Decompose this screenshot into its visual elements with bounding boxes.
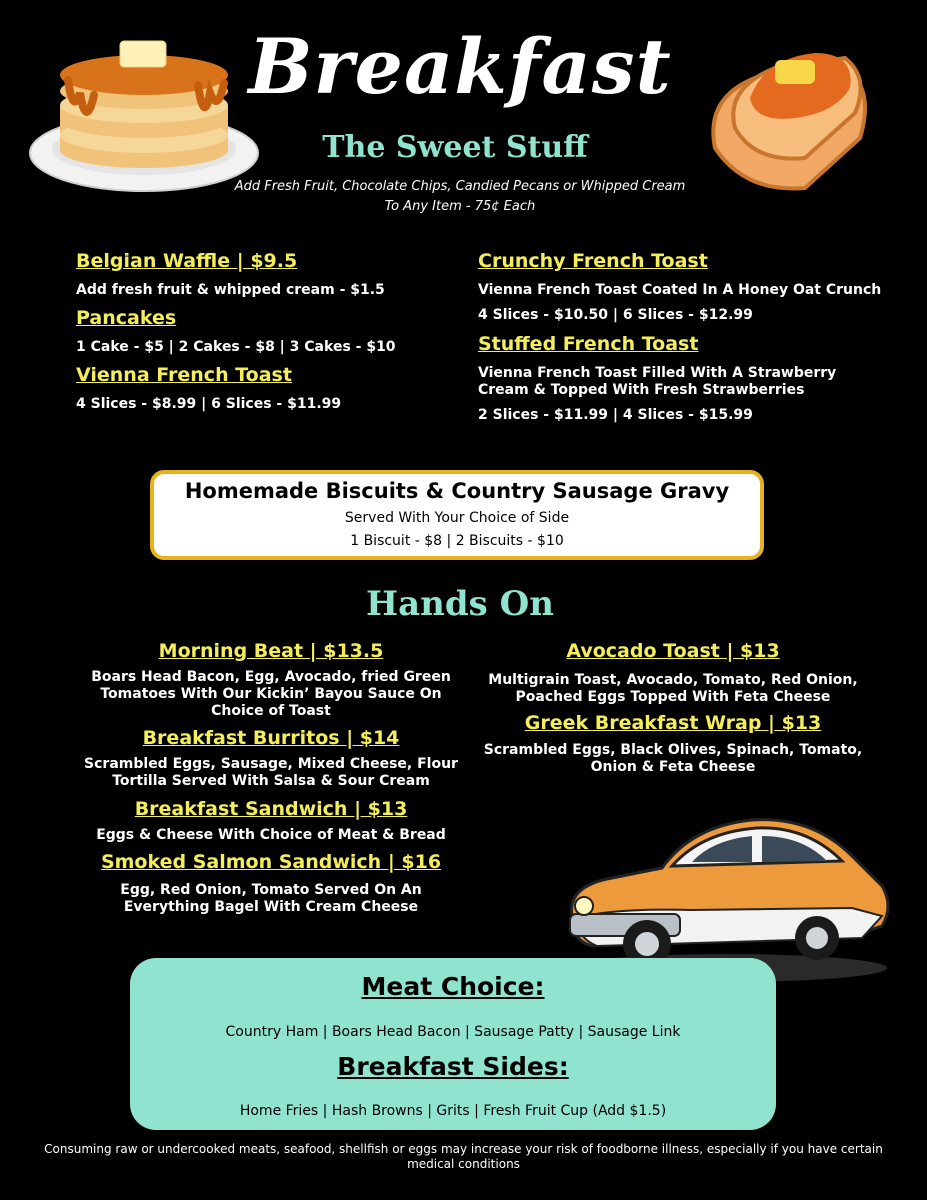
item-title-smoked-salmon-sandwich: Smoked Salmon Sandwich | $16	[100, 851, 442, 873]
item-price-stuffed-french-toast: 2 Slices - $11.99 | 4 Slices - $15.99	[478, 407, 753, 423]
breakfast-sides-options: Home Fries | Hash Browns | Grits | Fresh Fruit Cup (Add $1.5)	[239, 1103, 667, 1119]
item-desc-stuffed-french-toast: Vienna French Toast Filled With A Strawberry Cream & Topped With Fresh Strawberries	[478, 365, 837, 398]
item-title-belgian-waffle: Belgian Waffle | $9.5	[76, 250, 298, 272]
addon-note: Add Fresh Fruit, Chocolate Chips, Candied Pecans or Whipped Cream To Any Item - 75¢ Each	[234, 179, 686, 214]
item-desc-greek-breakfast-wrap: Scrambled Eggs, Black Olives, Spinach, Tomato, Onion & Feta Cheese	[483, 742, 863, 775]
item-title-breakfast-sandwich: Breakfast Sandwich | $13	[134, 798, 408, 820]
food-safety-disclaimer: Consuming raw or undercooked meats, seafood, shellfish or eggs may increase your risk of foodborne illness, especially if you have certain medical conditions	[44, 1142, 883, 1171]
biscuits-price: 1 Biscuit - $8 | 2 Biscuits - $10	[350, 533, 564, 549]
meat-and-sides-box	[130, 958, 776, 1130]
biscuits-subtitle: Served With Your Choice of Side	[344, 510, 570, 526]
item-title-stuffed-french-toast: Stuffed French Toast	[478, 333, 699, 355]
pancake-stack-illustration	[28, 35, 260, 193]
section-title-hands-on: Hands On	[366, 584, 554, 624]
breakfast-sides-title: Breakfast Sides:	[337, 1052, 569, 1081]
french-toast-illustration	[695, 28, 875, 196]
item-desc-belgian-waffle: Add fresh fruit & whipped cream - $1.5	[76, 282, 385, 298]
item-title-greek-breakfast-wrap: Greek Breakfast Wrap | $13	[524, 712, 822, 734]
menu-title: Breakfast	[248, 22, 672, 111]
item-desc-breakfast-sandwich: Eggs & Cheese With Choice of Meat & Bread	[96, 827, 446, 843]
biscuits-box	[150, 470, 764, 560]
item-desc-pancakes: 1 Cake - $5 | 2 Cakes - $8 | 3 Cakes - $10	[76, 339, 396, 355]
item-desc-crunchy-french-toast: Vienna French Toast Coated In A Honey Oat Crunch	[478, 282, 882, 298]
meat-choice-title: Meat Choice:	[361, 972, 545, 1001]
item-title-vienna-french-toast: Vienna French Toast	[76, 364, 292, 386]
item-desc-avocado-toast: Multigrain Toast, Avocado, Tomato, Red Onion, Poached Eggs Topped With Feta Cheese	[488, 672, 858, 705]
item-title-crunchy-french-toast: Crunchy French Toast	[478, 250, 708, 272]
item-desc-morning-beat: Boars Head Bacon, Egg, Avocado, fried Green Tomatoes With Our Kickin’ Bayou Sauce On Choice of Toast	[91, 669, 451, 719]
item-desc-vienna-french-toast: 4 Slices - $8.99 | 6 Slices - $11.99	[76, 396, 342, 412]
section-title-sweet-stuff: The Sweet Stuff	[322, 130, 588, 165]
item-desc-breakfast-burritos: Scrambled Eggs, Sausage, Mixed Cheese, Flour Tortilla Served With Salsa & Sour Cream	[84, 756, 458, 789]
item-title-avocado-toast: Avocado Toast | $13	[566, 640, 780, 662]
item-desc-smoked-salmon-sandwich: Egg, Red Onion, Tomato Served On An Everything Bagel With Cream Cheese	[120, 882, 422, 915]
item-title-pancakes: Pancakes	[76, 307, 177, 329]
item-price-crunchy-french-toast: 4 Slices - $10.50 | 6 Slices - $12.99	[478, 307, 753, 323]
meat-choice-options: Country Ham | Boars Head Bacon | Sausage Patty | Sausage Link	[225, 1024, 681, 1040]
biscuits-title: Homemade Biscuits & Country Sausage Gravy	[184, 479, 730, 503]
item-title-morning-beat: Morning Beat | $13.5	[158, 640, 384, 662]
item-title-breakfast-burritos: Breakfast Burritos | $14	[142, 727, 400, 749]
